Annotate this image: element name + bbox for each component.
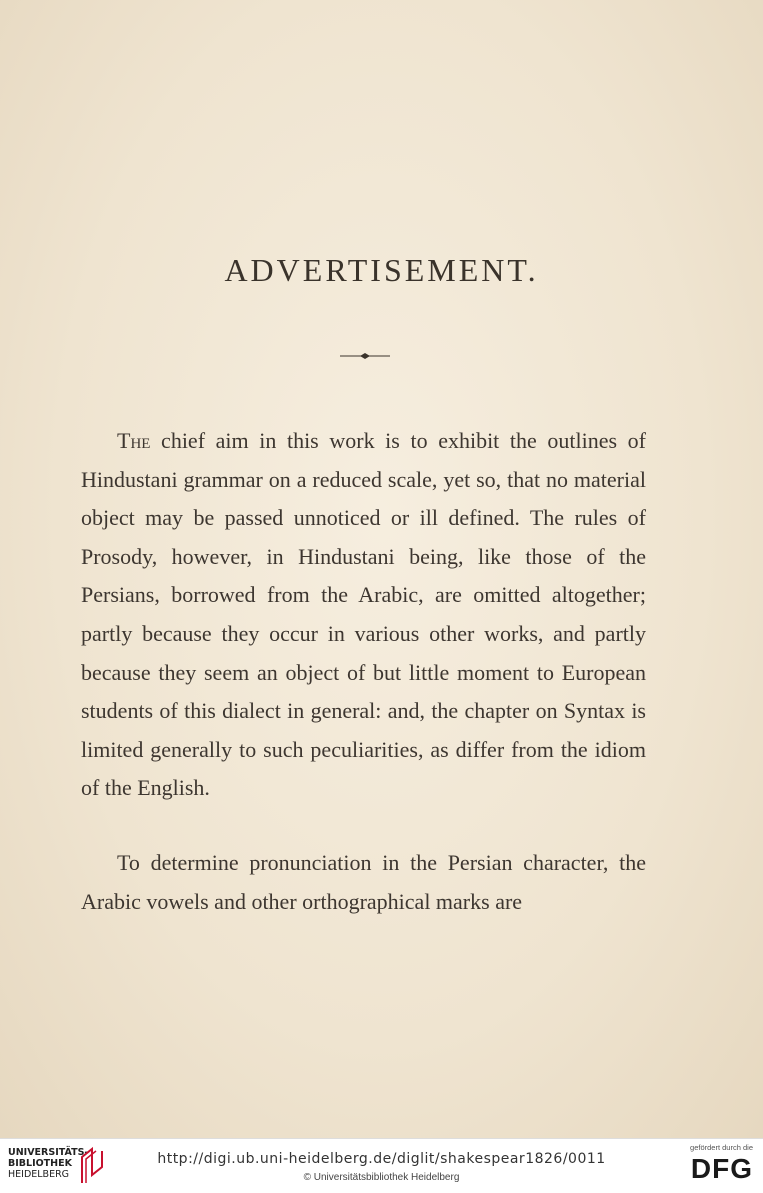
page-title: ADVERTISEMENT. (224, 252, 539, 288)
paragraph-2: To determine pronunciation in the Persian character, the Arabic vowels and other orthographical marks are (81, 849, 646, 914)
paragraph-1-rest: chief aim in this work is to exhibit the outlines of Hindustani grammar on a reduced scale, yet so, that no material object may be passed unnoticed or ill defined. The rules of Prosody, however, in Hindustani being, like those of the Persians, borrowed from the Arabic, are omitted altogether; partly because they occur in various other works, and partly because they seem an object of but little moment to European students of this dialect in general: and, the chapter on Syntax is limited generally to such peculiarities, as differ from the idiom of the English. (81, 428, 646, 801)
dfg-logo: DFG (690, 1153, 753, 1184)
ornament-divider-icon (340, 352, 390, 360)
library-name-line3: HEIDELBERG (8, 1169, 70, 1180)
body-text (81, 422, 646, 921)
paragraph-1 (81, 422, 646, 808)
library-name-line2: BIBLIOTHEK (8, 1158, 72, 1169)
funder-label: gefördert durch die (690, 1143, 753, 1152)
permalink-url[interactable]: http://digi.ub.uni-heidelberg.de/diglit/shakespear1826/0011 (157, 1151, 606, 1167)
bleed-through-texture (80, 70, 700, 152)
footer-bar (0, 1138, 763, 1193)
copyright-text: © Universitätsbibliothek Heidelberg (303, 1172, 460, 1183)
library-name-line1: UNIVERSITÄTS- (8, 1147, 89, 1158)
paragraph-1-lead: The (117, 428, 151, 453)
